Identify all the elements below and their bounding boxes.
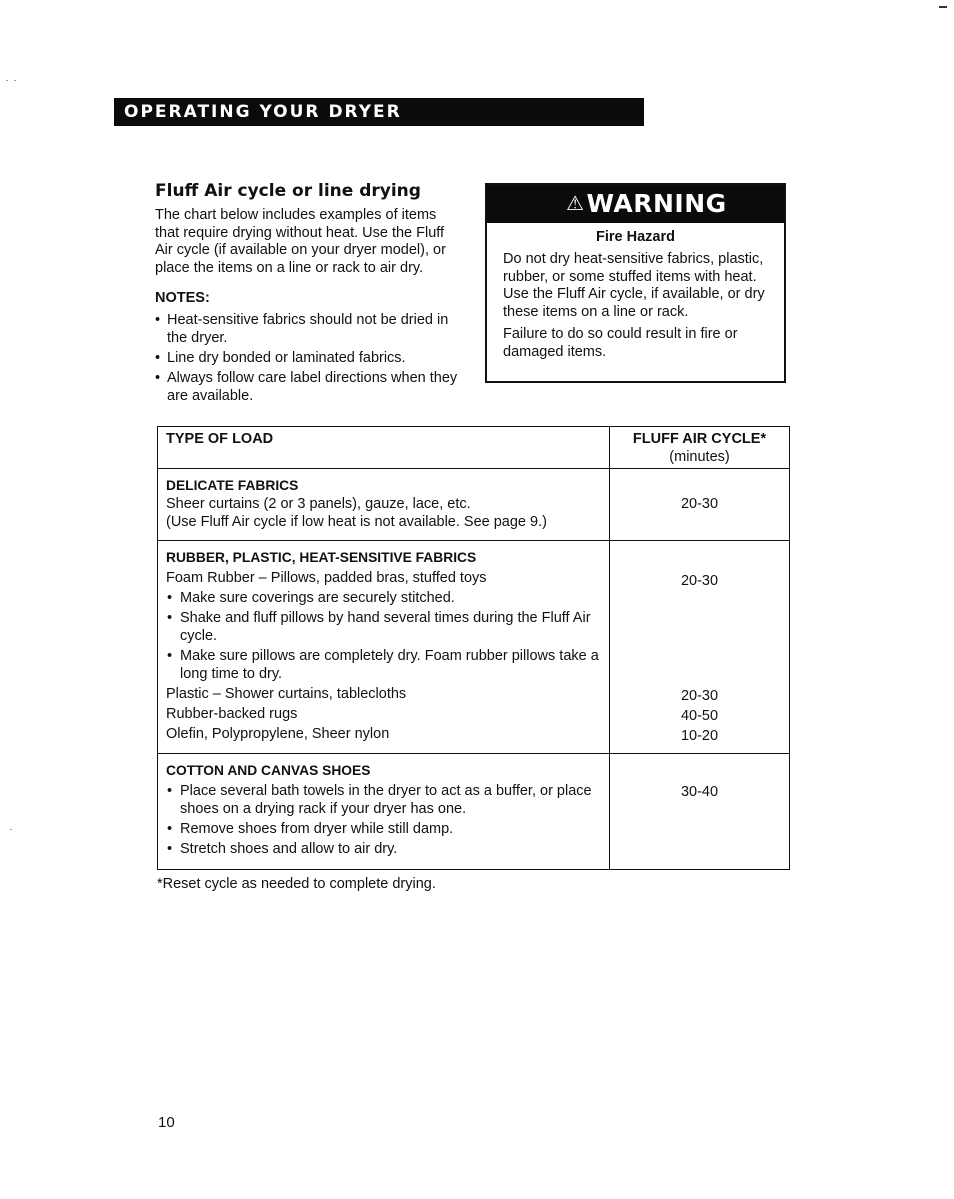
warning-body — [503, 251, 772, 362]
list-item: • Stretch shoes and allow to air dry. — [167, 841, 398, 857]
load-item: Plastic – Shower curtains, tablecloths — [166, 686, 407, 702]
load-item: Foam Rubber – Pillows, padded bras, stuffed toys — [166, 570, 487, 586]
drying-chart-table — [157, 426, 790, 870]
notes-list — [155, 311, 460, 405]
load-item-note: (Use Fluff Air cycle if low heat is not available. See page 9.) — [166, 514, 547, 530]
scan-speck — [6, 80, 8, 81]
bullet-icon: • — [167, 610, 173, 626]
warning-header — [487, 185, 784, 223]
bullet-icon: • — [155, 370, 161, 387]
bullet-icon: • — [167, 590, 173, 606]
load-item: Olefin, Polypropylene, Sheer nylon — [166, 726, 390, 742]
bullet-icon: • — [167, 821, 173, 837]
scan-speck — [10, 829, 12, 830]
bullet-icon: • — [155, 312, 161, 329]
warning-label: WARNING — [586, 189, 727, 218]
warning-box — [485, 183, 786, 383]
page-number: 10 — [158, 1114, 175, 1131]
note-item: • Always follow care label directions when they are available. — [155, 370, 458, 405]
intro-heading: Fluff Air cycle or line drying — [155, 181, 421, 201]
minutes-value: 20-30 — [680, 688, 719, 704]
notes-heading: NOTES: — [155, 290, 210, 307]
table-footnote: *Reset cycle as needed to complete drying. — [157, 876, 436, 892]
table-row — [158, 469, 790, 541]
minutes-value: 30-40 — [680, 784, 719, 800]
load-item: Rubber-backed rugs — [166, 706, 298, 722]
col-header-fluff-air: FLUFF AIR CYCLE* — [632, 431, 767, 447]
list-item: • Remove shoes from dryer while still damp. — [167, 821, 454, 837]
intro-section — [155, 180, 460, 407]
minutes-value: 10-20 — [680, 728, 719, 744]
minutes-value: 40-50 — [680, 708, 719, 724]
list-item: • Place several bath towels in the dryer to act as a buffer, or place shoes on a drying rack if your dryer has one. — [167, 783, 592, 817]
intro-paragraph: The chart below includes examples of items that require drying without heat. Use the Fluff Air cycle (if available on your dryer model), or place the items on a line or rack to air dry. — [155, 207, 446, 276]
corner-mark — [939, 6, 947, 8]
warning-title: Fire Hazard — [596, 229, 675, 245]
bullet-icon: • — [155, 350, 161, 367]
table-row — [158, 541, 790, 754]
list-item: • Make sure coverings are securely stitched. — [167, 590, 455, 606]
list-item: • Make sure pillows are completely dry. Foam rubber pillows take a long time to dry. — [167, 648, 599, 682]
col-header-type: TYPE OF LOAD — [166, 431, 274, 447]
category-shoes: COTTON AND CANVAS SHOES — [166, 763, 371, 778]
note-item: • Line dry bonded or laminated fabrics. — [155, 350, 406, 367]
minutes-value: 20-30 — [680, 573, 719, 589]
table-header-row — [158, 427, 790, 469]
bullet-icon: • — [167, 783, 173, 799]
category-rubber-plastic: RUBBER, PLASTIC, HEAT-SENSITIVE FABRICS — [166, 550, 477, 565]
note-item: • Heat-sensitive fabrics should not be dried in the dryer. — [155, 312, 449, 347]
list-item: • Shake and fluff pillows by hand several times during the Fluff Air cycle. — [167, 610, 591, 644]
section-banner: OPERATING YOUR DRYER — [114, 98, 644, 126]
col-header-units: (minutes) — [669, 449, 730, 465]
warning-triangle-icon: ⚠ — [566, 191, 585, 215]
minutes-value: 20-30 — [680, 496, 719, 512]
warning-consequence: Failure to do so could result in fire or damaged items. — [503, 326, 738, 360]
bullet-icon: • — [167, 841, 173, 857]
scan-speck — [14, 80, 16, 81]
category-delicate: DELICATE FABRICS — [166, 478, 299, 493]
bullet-icon: • — [167, 648, 173, 664]
load-item: Sheer curtains (2 or 3 panels), gauze, lace, etc. — [166, 496, 471, 512]
table-row — [158, 754, 790, 870]
warning-text: Do not dry heat-sensitive fabrics, plastic, rubber, or some stuffed items with heat. Use the Fluff Air cycle, if available, or dry these items on a line or rack. — [503, 251, 765, 320]
